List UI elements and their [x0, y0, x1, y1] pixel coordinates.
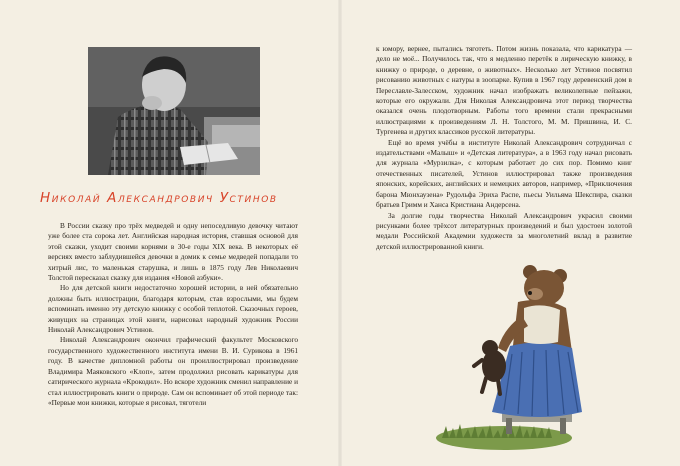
paragraph: Ещё во время учёбы в институте Николай Александрович сотрудничал с издательствами «Малыш» и «Детская литература», а в 1963 году начал рисовать для журнала «Мурзилка», с которым работает до сих пор. Помимо книг отечественных писателей, Устинов иллюстрировал также произведения японских, корейских, английских и немецких авторов, например, «Приключения барона Мюнхаузена» Рудольфа Эриха Распе, пьесы Уильяма Шекспира, сказки братьев Гримм и Ханса Кристиана Андерсена.	[376, 137, 632, 210]
paragraph: За долгие годы творчества Николай Александрович украсил своими рисунками более трёхсот литературных произведений и был удостоен золотой медали Российской Академии художеств за многолетний вклад в развитие детской иллюстрированной книги.	[376, 210, 632, 251]
page-title: Николай Александрович Устинов	[40, 190, 278, 206]
paragraph: В России сказку про трёх медведей и одну непоседливую девочку читают уже более ста сорока лет. Английская народная история, ставшая основой для этой сказки, уходит своими корнями в 30-е годы XIX века. В некоторых её версиях вместо заблудившейся девочки в домик к семье медведей попадали то хитрый лис, то маленькая старушка, и лишь в 1875 году Лев Николаевич Толстой пересказал сказку для издания «Новой азбуки».	[48, 221, 298, 283]
portrait-photo	[88, 47, 260, 175]
article-text-right	[376, 44, 632, 252]
paragraph: к юмору, вернее, пытались тяготеть. Потом жизнь показала, что карикатура — дело не моё... Получилось так, что я медленно перетёк в лирическую книжку, в книжку о природе, о деревне, о животных». Несколько лет Устинов посвятил рисованию животных с натуры в зоопарке. Купив в 1967 году деревенский дом в Переславле-Залесском, художник начал изображать великолепные пейзажи, которые его окружали. Для Николая Александровича этот период творчества оказался очень плодотворным. Работы того времени стали прекрасными иллюстрациями к произведениям Л. Н. Толстого, М. М. Пришвина, И. С. Тургенева и других классиков русской литературы.	[376, 44, 632, 137]
article-text-left	[48, 221, 298, 408]
paragraph: Николай Александрович окончил графический факультет Московского государственного художественного института имени В. И. Сурикова в 1961 году. В качестве дипломной работы он проиллюстрировал произведение Владимира Маяковского «Клоп», затем продолжил рисовать карикатуры для сатирического журнала «Крокодил». Но вскоре художник сменил направление и стал иллюстрировать книги о природе. Сам он вспоминает об этой периоде так: «Первые мои книжки, которые я рисовал, тяготели	[48, 335, 298, 407]
right-page	[340, 0, 680, 466]
paragraph: Но для детской книги недостаточно хорошей истории, в ней обязательно должны быть иллюстрации, благодаря которым, став взрослыми, мы будем вспоминать именно эту детскую книжку с особой теплотой. Сказочных героев, живущих на страницах этой книги, нарисовал народный художник России Николай Александрович Устинов.	[48, 283, 298, 335]
bear-with-cub-illustration	[432, 262, 582, 450]
